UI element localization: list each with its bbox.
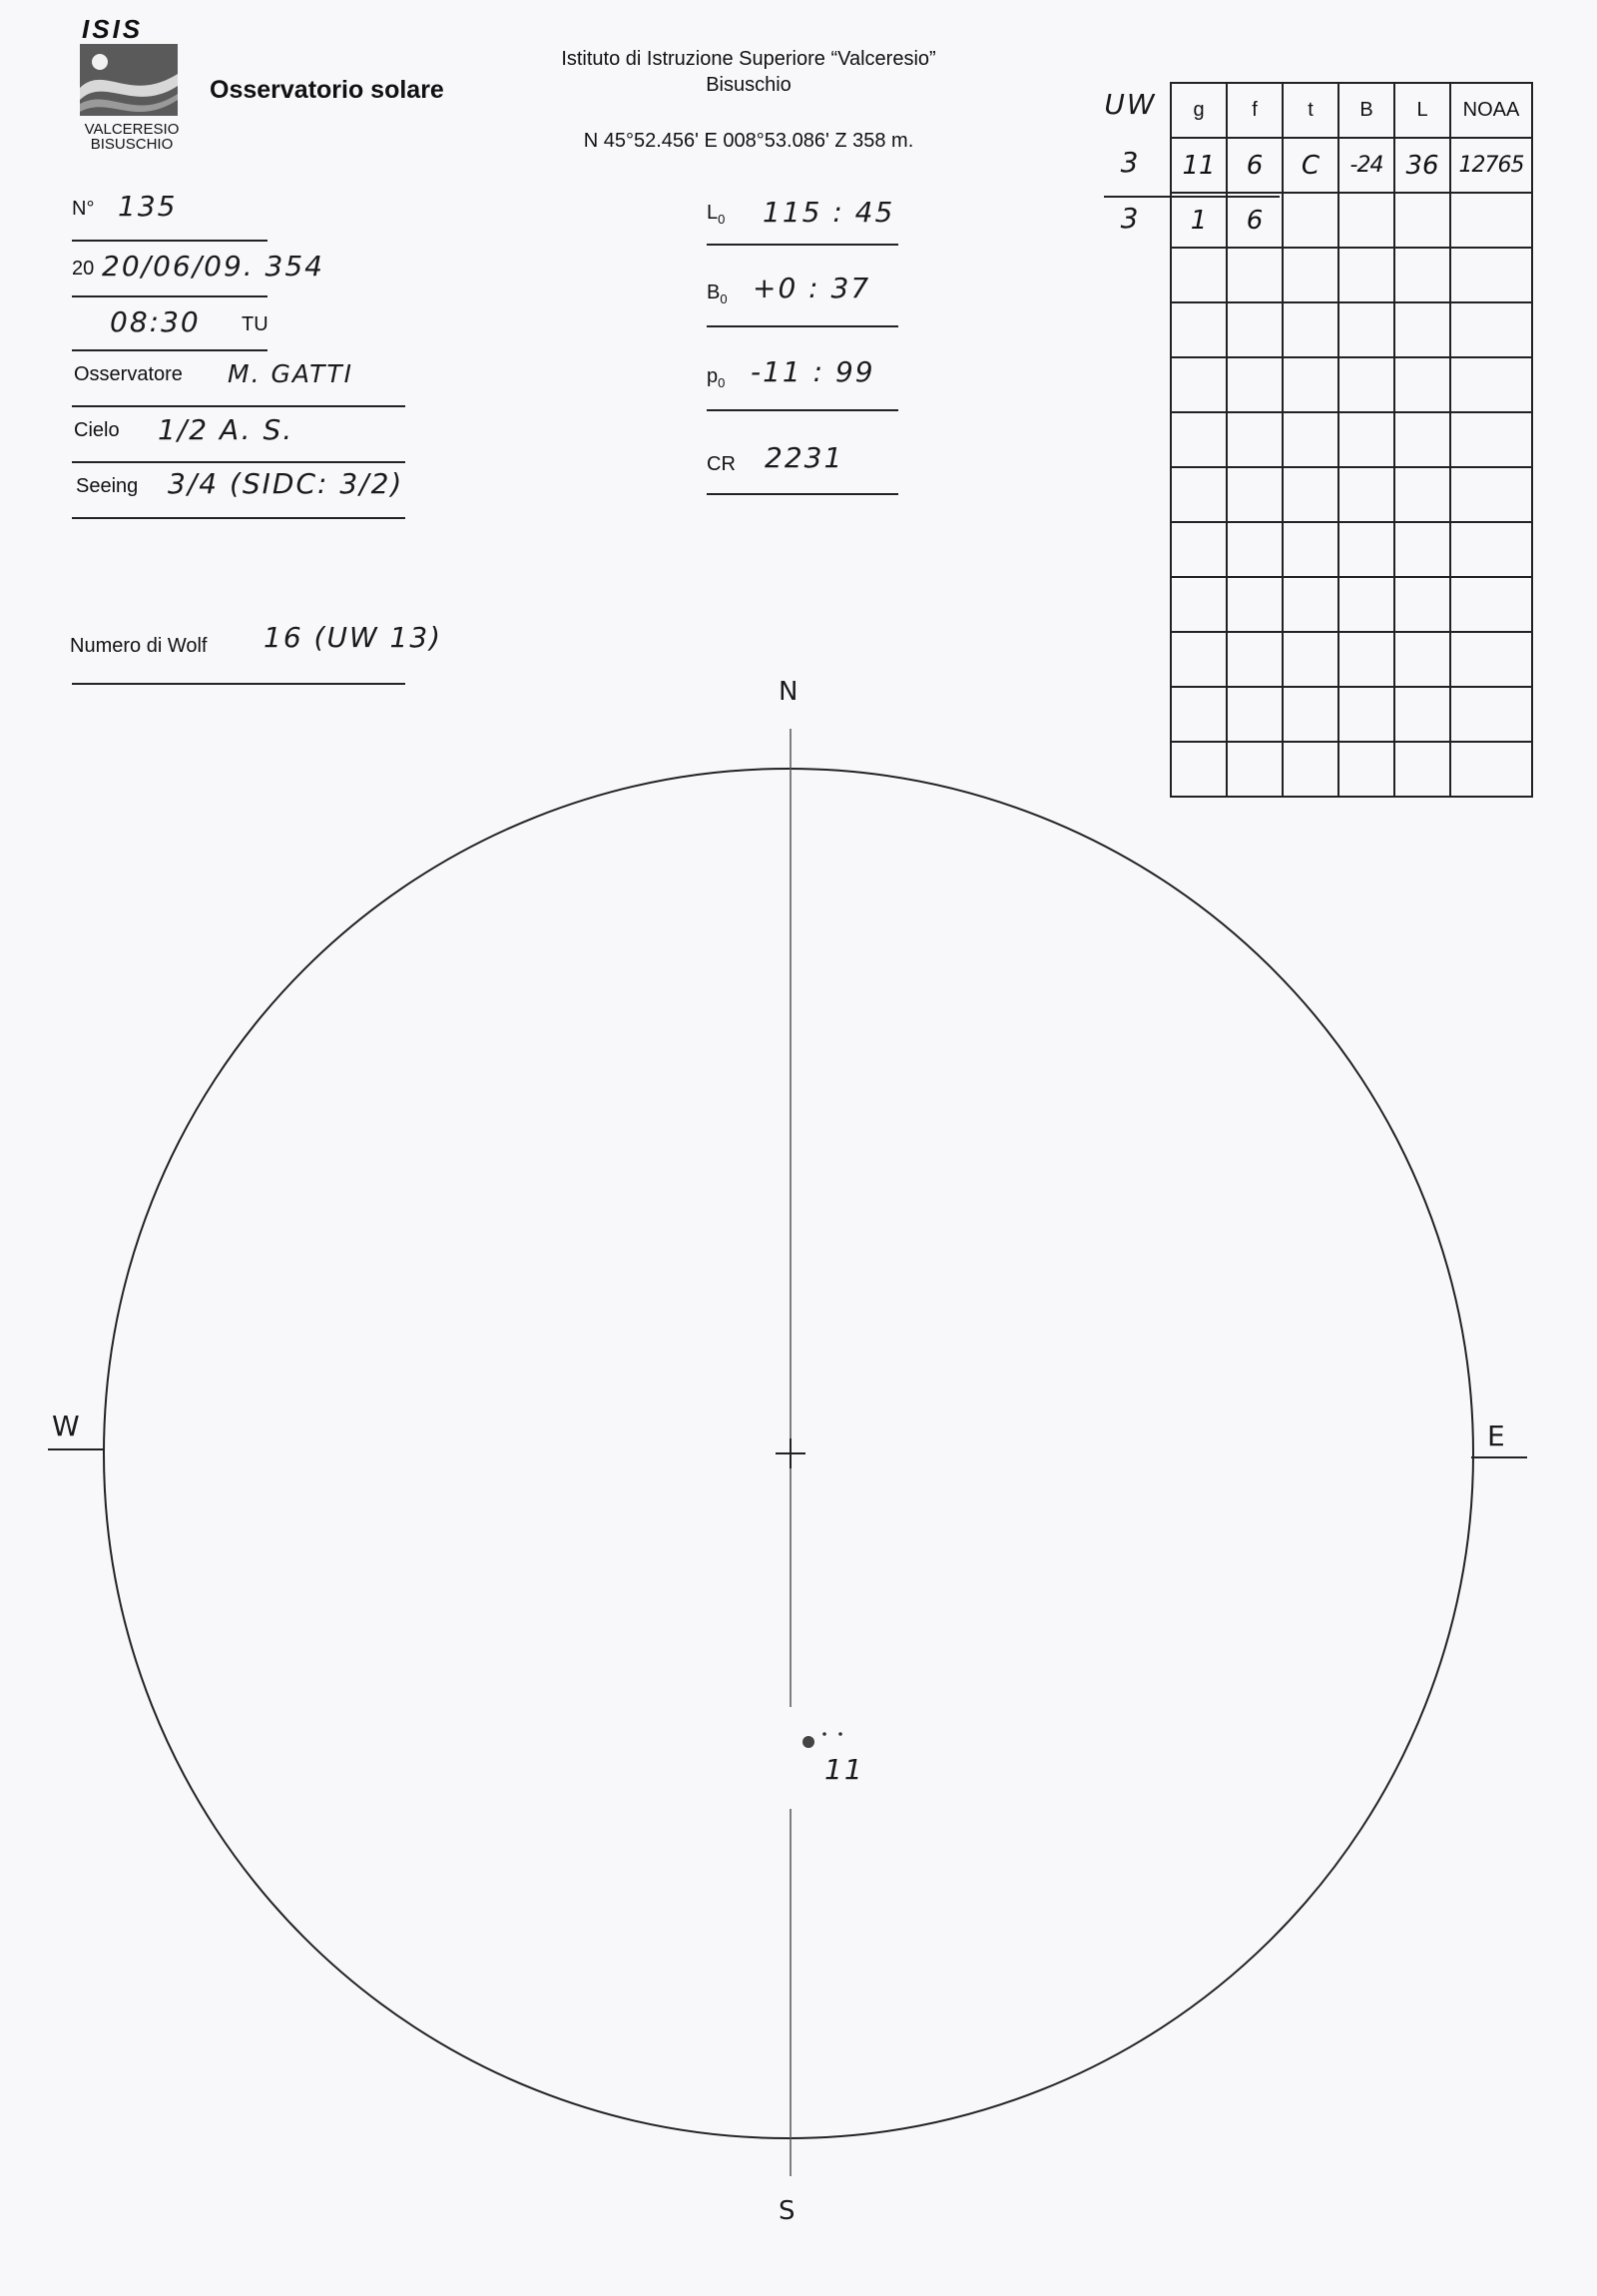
sky-value: 1/2 A. S.	[158, 413, 294, 446]
institute-line1: Istituto di Istruzione Superiore “Valceresio”	[561, 48, 936, 70]
cell-g: 1	[1171, 193, 1227, 248]
logo-subtitle-line1: VALCERESIO	[84, 121, 180, 138]
sky-label: Cielo	[74, 419, 120, 441]
cell-b: -24	[1338, 138, 1394, 193]
header-l: L	[1394, 83, 1450, 138]
b0-value: +0 : 37	[753, 272, 871, 304]
seeing-value: 3/4 (SIDC: 3/2)	[168, 467, 404, 500]
time-value: 08:30	[110, 305, 201, 338]
date-prefix: 20	[72, 258, 95, 280]
l0-label-letter: L	[707, 202, 719, 224]
seeing-label: Seeing	[76, 475, 139, 497]
observer-value: M. GATTI	[228, 359, 354, 388]
number-label: N°	[72, 198, 95, 220]
wolf-value: 16 (UW 13)	[264, 621, 443, 654]
header-b: B	[1338, 83, 1394, 138]
north-label: N	[779, 677, 800, 707]
sunspot-main	[802, 1736, 814, 1748]
east-label: E	[1487, 1420, 1507, 1452]
logo-wordmark: ISIS	[82, 14, 144, 44]
number-value: 135	[118, 190, 178, 223]
b0-label-sub: 0	[720, 291, 728, 306]
l0-value: 115 : 45	[763, 196, 895, 229]
p0-label-sub: 0	[718, 375, 726, 390]
observer-label: Osservatore	[74, 363, 183, 385]
p0-value: -11 : 99	[751, 355, 875, 388]
cell-t: C	[1283, 138, 1338, 193]
header-g: g	[1171, 83, 1227, 138]
header-t: t	[1283, 83, 1338, 138]
cr-label: CR	[707, 453, 736, 475]
page-title: Osservatorio solare	[210, 76, 444, 104]
sunspot-small-2	[838, 1732, 842, 1736]
wolf-label: Numero di Wolf	[70, 635, 208, 657]
uw-value-1: 3	[1120, 146, 1141, 179]
sunspot-group-label: 11	[824, 1753, 864, 1786]
uw-value-2: 3	[1120, 202, 1141, 235]
institute-line2: Bisuschio	[706, 74, 792, 96]
cell-f: 6	[1227, 138, 1283, 193]
cr-value: 2231	[765, 441, 844, 474]
time-unit: TU	[242, 313, 268, 335]
cell-l: 36	[1394, 138, 1450, 193]
west-label: W	[52, 1410, 82, 1442]
cell-noaa: 12765	[1450, 138, 1532, 193]
l0-label-sub: 0	[718, 212, 726, 227]
date-value: 20/06/09. 354	[102, 250, 324, 283]
p0-label-letter: p	[707, 365, 719, 387]
logo-subtitle-line2: BISUSCHIO	[90, 136, 174, 153]
sunspot-small-1	[822, 1732, 826, 1736]
b0-label-letter: B	[707, 282, 721, 303]
header-noaa: NOAA	[1450, 83, 1532, 138]
cell-f: 6	[1227, 193, 1283, 248]
observatory-coordinates: N 45°52.456' E 008°53.086' Z 358 m.	[583, 130, 914, 152]
header-f: f	[1227, 83, 1283, 138]
south-label: S	[779, 2196, 798, 2226]
uw-header: UW	[1104, 88, 1157, 121]
cell-g: 11	[1171, 138, 1227, 193]
